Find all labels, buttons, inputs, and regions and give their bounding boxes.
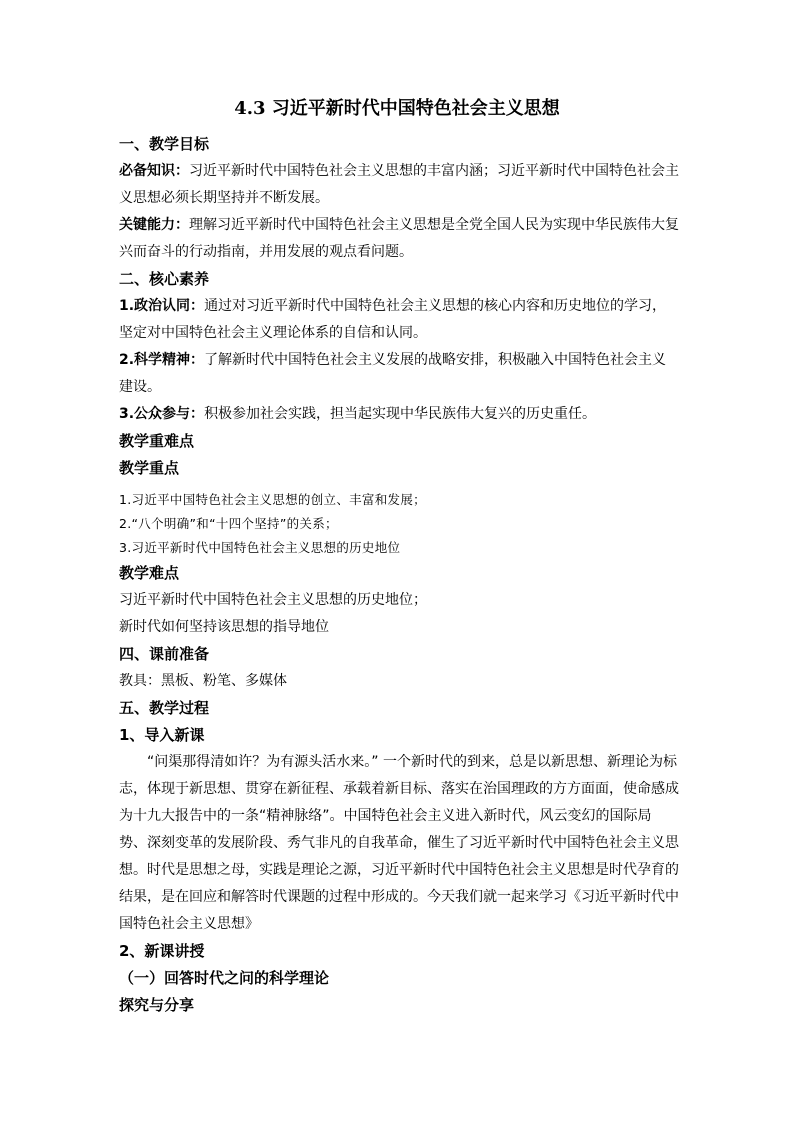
literacy-item	[119, 401, 679, 428]
text-ability: 理解习近平新时代中国特色社会主义思想是全党全国人民为实现中华民族伟大复兴而奋斗的行动指南，并用发展的观点看问题。	[119, 217, 679, 260]
key-item: 1.习近平中国特色社会主义思想的创立、丰富和发展；	[119, 492, 426, 507]
label-knowledge: 必备知识：	[119, 163, 189, 179]
part-heading: （一）回答时代之问的科学理论	[119, 969, 330, 987]
intro-paragraph: “问渠那得清如许？为有源头活水来。” 一个新时代的到来，总是以新思想、新理论为标志，体现于新思想、贯穿在新征程、承载着新目标、落实在治国理政的方方面面，使命感成为十九大报告中的一条“精神脉络”。中国特色社会主义进入新时代，风云变幻的国际局势、深刻变革的发展阶段、秀气非凡的自我革命，催生了习近平新时代中国特色社会主义思想。时代是思想之母，实践是理论之源，习近平新时代中国特色社会主义思想是时代孕育的结果，是在回应和解答时代课题的过程中形成的。今天我们就一起来学习《习近平新时代中国特色社会主义思想》	[119, 754, 679, 932]
page-title: 4.3 习近平新时代中国特色社会主义思想	[234, 98, 560, 119]
section-heading-preparation: 四、课前准备	[119, 645, 210, 663]
literacy-text: 积极参加社会实践，担当起实现中华民族伟大复兴的历史重任。	[204, 406, 597, 422]
literacy-label: 3.公众参与：	[119, 406, 205, 422]
literacy-item	[119, 293, 679, 347]
literacy-label: 2.科学精神：	[119, 352, 205, 368]
section-heading-process: 五、教学过程	[119, 699, 210, 717]
text-knowledge: 习近平新时代中国特色社会主义思想的丰富内涵；习近平新时代中国特色社会主义思想必须长期坚持并不断发展。	[119, 163, 679, 206]
difficult-item: 新时代如何坚持该思想的指导地位	[119, 619, 329, 635]
literacy-label: 1.政治认同：	[119, 298, 205, 314]
literacy-item	[119, 347, 679, 401]
explore-heading: 探究与分享	[119, 996, 195, 1014]
subheading-key: 教学重点	[119, 459, 180, 477]
literacy-text: 通过对习近平新时代中国特色社会主义思想的核心内容和历史地位的学习，坚定对中国特色社会主义理论体系的自信和认同。	[119, 298, 667, 341]
preparation-text: 教具：黑板、粉笔、多媒体	[119, 673, 287, 689]
document-body	[119, 131, 679, 1019]
literacy-text: 了解新时代中国特色社会主义发展的战略安排，积极融入中国特色社会主义建设。	[119, 352, 667, 395]
label-ability: 关键能力：	[119, 217, 189, 233]
subheading-new-lesson: 2、新课讲授	[119, 942, 205, 960]
section-heading-literacy: 二、核心素养	[119, 270, 210, 288]
key-item: 3.习近平新时代中国特色社会主义思想的历史地位	[119, 540, 401, 555]
section-heading-keypoints: 教学重难点	[119, 432, 195, 450]
section-heading-objectives: 一、教学目标	[119, 135, 210, 153]
subheading-difficult: 教学难点	[119, 564, 180, 582]
subheading-intro: 1、导入新课	[119, 726, 205, 744]
paragraph-ability	[119, 212, 679, 266]
paragraph-knowledge	[119, 158, 679, 212]
key-item: 2.“八个明确”和“十四个坚持”的关系；	[119, 516, 338, 531]
difficult-item: 习近平新时代中国特色社会主义思想的历史地位；	[119, 592, 427, 608]
